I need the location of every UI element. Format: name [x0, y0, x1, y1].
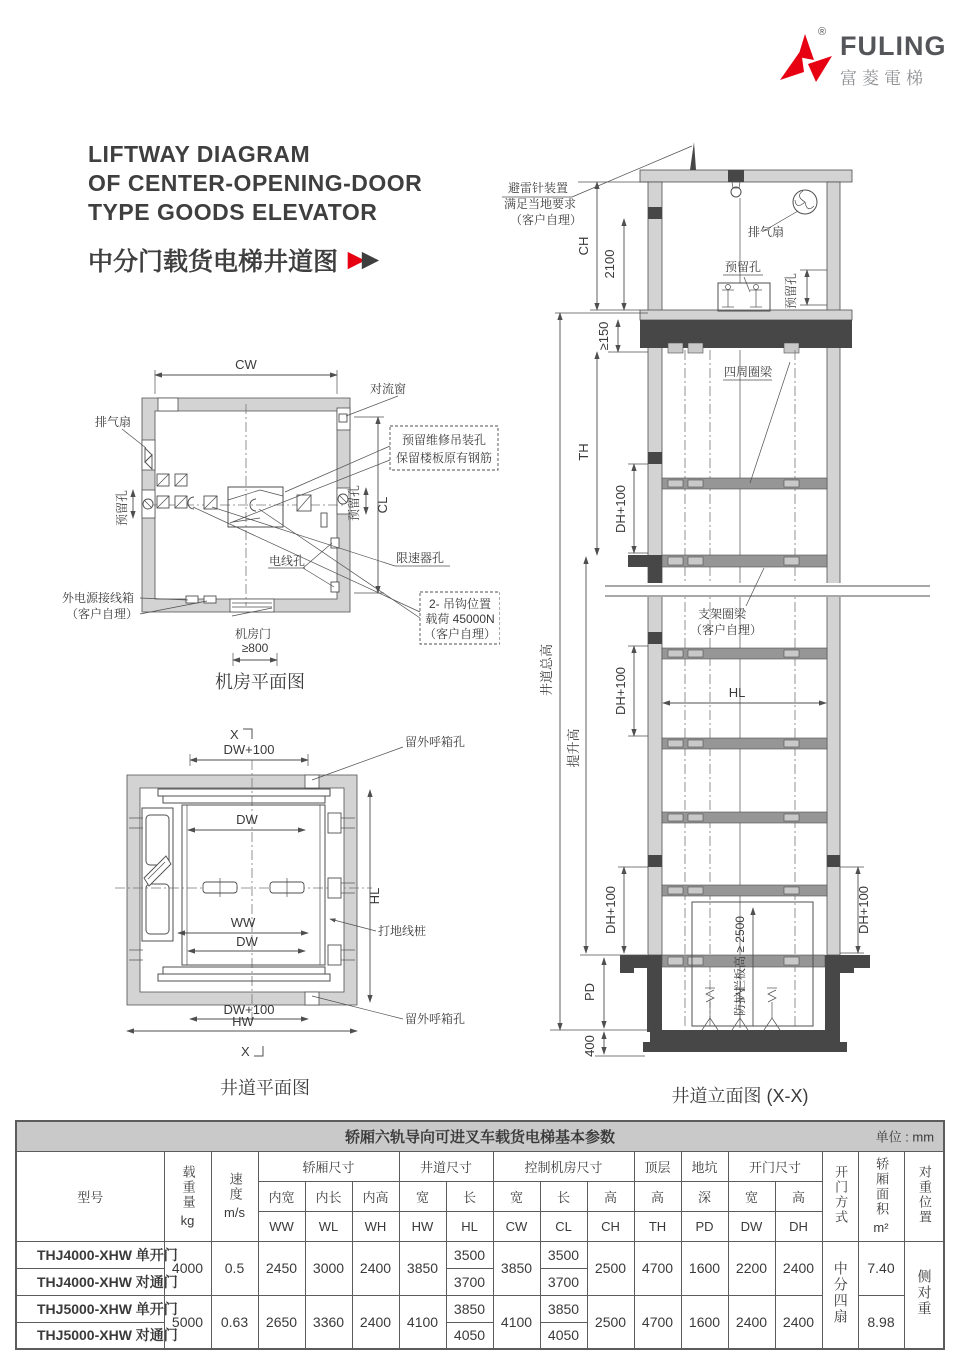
dim-dw-top-label: DW — [236, 812, 258, 827]
break-lines — [605, 583, 932, 597]
code-hl: HL — [446, 1211, 493, 1241]
travel-height-label: 提升高 — [566, 728, 581, 768]
brand-logo — [778, 26, 948, 96]
hook-note-line3: （客户自理） — [423, 627, 497, 641]
header-counterweight — [904, 1151, 944, 1241]
dim-dw100-top-label: DW+100 — [223, 742, 275, 757]
dim-dh2-label: DH+100 — [613, 666, 628, 716]
dim-dh3-label: DH+100 — [603, 885, 618, 935]
guard-height-label: 防护拦板高 ≥ 2500 — [733, 916, 747, 1016]
logo-text — [840, 33, 947, 89]
wh-cell: 2400 — [352, 1241, 399, 1295]
dim-th-label: TH — [576, 443, 591, 461]
cw-cell: 4100 — [493, 1295, 540, 1349]
cl-cell: 4050 — [540, 1322, 587, 1349]
header-area — [858, 1151, 904, 1241]
table-title-cell — [16, 1121, 944, 1151]
dh-cell: 2400 — [775, 1241, 822, 1295]
dim-dh4-label: DH+100 — [856, 885, 871, 935]
cl-cell: 3850 — [540, 1295, 587, 1322]
section-x-bottom: X — [241, 1044, 250, 1059]
elevation-leaders — [502, 197, 790, 606]
dim-dw100-bottom-label: DW+100 — [223, 1002, 275, 1017]
ch-cell: 2500 — [587, 1295, 634, 1349]
parameter-table-section — [15, 1120, 945, 1350]
header-group-machine-room: 控制机房尺寸 — [493, 1151, 634, 1181]
exhaust-fan-elev-label: 排气扇 — [748, 225, 785, 239]
governor-and-equipment-symbols — [157, 474, 339, 603]
area-cell: 8.98 — [858, 1295, 904, 1349]
hoist-note-line2: 保留楼板原有钢筋 — [395, 451, 493, 465]
ch-cell: 2500 — [587, 1241, 634, 1295]
liftway-plan-caption: 井道平面图 — [220, 1078, 310, 1098]
header-model: 型号 — [16, 1151, 164, 1241]
governor-hole-label-group — [395, 550, 450, 566]
dim-cw-label: CW — [235, 357, 257, 372]
parameter-table — [15, 1120, 945, 1350]
brand-name-cn: 富菱電梯 — [840, 69, 928, 88]
code-dh: DH — [775, 1211, 822, 1241]
wl-cell: 3360 — [305, 1295, 352, 1349]
dim-cl-label: CL — [375, 496, 390, 514]
call-box-hole-top-label: 留外呼箱孔 — [405, 735, 466, 749]
reserved-hole-dim-right — [800, 270, 827, 305]
header-shaft-length: 长 — [446, 1181, 493, 1211]
code-dw: DW — [728, 1211, 775, 1241]
code-ww: WW — [258, 1211, 305, 1241]
convection-window-label: 对流窗 — [370, 382, 407, 396]
liftway-plan-figure — [60, 718, 500, 1110]
area-cell: 7.40 — [858, 1241, 904, 1295]
hw-cell: 4100 — [399, 1295, 446, 1349]
code-cl: CL — [540, 1211, 587, 1241]
ww-cell: 2450 — [258, 1241, 305, 1295]
call-box-hole-bottom-label: 留外呼箱孔 — [405, 1012, 466, 1026]
machine-room-plan-caption: 机房平面图 — [215, 672, 305, 692]
hl-cell: 3850 — [446, 1295, 493, 1322]
cw-cell: 3850 — [493, 1241, 540, 1295]
dw-cell: 2200 — [728, 1241, 775, 1295]
header-speed — [211, 1151, 258, 1241]
exhaust-fan-label: 排气扇 — [95, 415, 132, 429]
hook-note-line2: 载荷 45000N — [425, 612, 495, 626]
title-arrows-icon: ▶▶ — [348, 248, 377, 272]
dw-cell: 2400 — [728, 1295, 775, 1349]
dim-400-label: 400 — [582, 1035, 597, 1057]
header-area-unit: m² — [873, 1220, 889, 1235]
model-cell: THJ4000-XHW 单开门 — [16, 1241, 164, 1268]
total-height-label: 井道总高 — [539, 643, 554, 697]
header-shaft-width: 宽 — [399, 1181, 446, 1211]
header-load-unit: kg — [180, 1212, 195, 1228]
fuling-mark-svg — [778, 30, 834, 92]
header-group-car: 轿厢尺寸 — [258, 1151, 399, 1181]
header-counterweight-text: 对重位置 — [916, 1164, 932, 1225]
dim-hw-label: HW — [232, 1014, 254, 1029]
support-beam-label-line1: 支架圈梁 — [698, 607, 747, 621]
cl-cell: 3500 — [540, 1241, 587, 1268]
header-door-height: 高 — [775, 1181, 822, 1211]
header-load — [164, 1151, 211, 1241]
cl-cell: 3700 — [540, 1268, 587, 1295]
hl-cell: 4050 — [446, 1322, 493, 1349]
dim-pd-label: PD — [582, 982, 597, 1002]
dh-cell: 2400 — [775, 1295, 822, 1349]
load-cell: 4000 — [164, 1241, 211, 1295]
header-area-cn: 轿厢面积 — [874, 1157, 890, 1217]
machine-room-plan-figure — [60, 350, 500, 710]
wire-hole-label: 电线孔 — [269, 554, 306, 568]
power-box-label-line2: （客户自理） — [66, 607, 139, 621]
dim-hl-label: HL — [367, 887, 382, 905]
ring-beam-label-group — [723, 364, 773, 380]
th-cell: 4700 — [634, 1295, 681, 1349]
load-cell: 5000 — [164, 1295, 211, 1349]
elevation-caption: 井道立面图 (X-X) — [671, 1086, 809, 1106]
wl-cell: 3000 — [305, 1241, 352, 1295]
header-group-top-floor: 顶层 — [634, 1151, 681, 1181]
wire-hole-label-group — [268, 553, 305, 568]
reserved-hole-side-label: 预留孔 — [784, 272, 798, 310]
reserved-hole-top-label: 预留孔 — [724, 260, 762, 274]
ground-stake-label: 打地线桩 — [378, 924, 427, 938]
ww-cell: 2650 — [258, 1295, 305, 1349]
dim-2100-label: 2100 — [602, 249, 617, 279]
hook-note — [420, 592, 500, 644]
liftway-elevation-figure — [500, 140, 960, 1115]
code-hw: HW — [399, 1211, 446, 1241]
hl-cell: 3500 — [446, 1241, 493, 1268]
hoist-hole-note — [390, 426, 498, 470]
lightning-rod-symbol — [572, 142, 696, 197]
header-load-cn: 载重量 — [180, 1164, 196, 1210]
pd-cell: 1600 — [681, 1295, 728, 1349]
page-title — [88, 140, 422, 278]
code-wl: WL — [305, 1211, 352, 1241]
header-group-shaft: 井道尺寸 — [399, 1151, 493, 1181]
section-x-top: X — [230, 727, 239, 742]
reserved-hole-left-label: 预留孔 — [115, 489, 129, 527]
header-inner-width: 内宽 — [258, 1181, 305, 1211]
hw-cell: 3850 — [399, 1241, 446, 1295]
header-speed-unit: m/s — [224, 1205, 245, 1220]
title-line-2: OF CENTER-OPENING-DOOR — [88, 170, 423, 197]
header-top-height: 高 — [634, 1181, 681, 1211]
speed-cell: 0.63 — [211, 1295, 258, 1349]
code-th: TH — [634, 1211, 681, 1241]
brand-name: FULING — [840, 31, 947, 61]
code-wh: WH — [352, 1211, 399, 1241]
lightning-label-line2: 满足当地要求 — [504, 197, 577, 211]
liftway-walls — [127, 775, 357, 1005]
header-door-type — [822, 1151, 858, 1241]
guide-shoe-symbols — [203, 878, 304, 897]
lightning-label-line3: （客户自理） — [510, 213, 583, 227]
counterweight-value: 侧对重 — [916, 1269, 933, 1318]
table-unit: 单位 : mm — [875, 1129, 935, 1145]
model-cell: THJ5000-XHW 单开门 — [16, 1295, 164, 1322]
hook-symbol — [728, 170, 744, 197]
wh-cell: 2400 — [352, 1295, 399, 1349]
lightning-label-line1: 避雷针装置 — [508, 181, 569, 195]
dim-dw-bottom-label: DW — [236, 934, 258, 949]
title-cn: 中分门载货电梯井道图 — [88, 247, 339, 276]
registered-trademark: ® — [818, 26, 827, 38]
governor-hole-label: 限速器孔 — [396, 551, 445, 565]
header-mr-height: 高 — [587, 1181, 634, 1211]
table-title: 轿厢六轨导向可进叉车载货电梯基本参数 — [345, 1128, 616, 1146]
code-cw: CW — [493, 1211, 540, 1241]
code-pd: PD — [681, 1211, 728, 1241]
dim-ch-label: CH — [576, 236, 591, 256]
door-type-cell — [822, 1241, 858, 1349]
counterweight-assembly — [142, 808, 173, 941]
fuling-pinwheel-icon — [778, 26, 834, 92]
dim-ww-label: WW — [230, 915, 256, 930]
th-cell: 4700 — [634, 1241, 681, 1295]
header-speed-cn: 速度 — [227, 1172, 243, 1202]
header-mr-width: 宽 — [493, 1181, 540, 1211]
door-type-value: 中分四扇 — [832, 1261, 849, 1326]
power-box-label-line1: 外电源接线箱 — [62, 591, 135, 605]
pd-cell: 1600 — [681, 1241, 728, 1295]
header-inner-height: 内高 — [352, 1181, 399, 1211]
code-ch: CH — [587, 1211, 634, 1241]
hl-cell: 3700 — [446, 1268, 493, 1295]
table-row — [16, 1241, 944, 1268]
ring-beam-label: 四周圈梁 — [724, 365, 773, 379]
door-label-line1: 机房门 — [234, 627, 272, 641]
header-door-type-text: 开门方式 — [833, 1164, 849, 1225]
model-cell: THJ4000-XHW 对通门 — [16, 1268, 164, 1295]
title-line-1: LIFTWAY DIAGRAM — [88, 141, 311, 167]
header-group-door: 开门尺寸 — [728, 1151, 822, 1181]
header-pit-depth: 深 — [681, 1181, 728, 1211]
title-line-3: TYPE GOODS ELEVATOR — [88, 199, 378, 226]
speed-cell: 0.5 — [211, 1241, 258, 1295]
dim-hl-elev-label: HL — [728, 685, 746, 700]
support-beam-label-line2: （客户自理） — [690, 623, 763, 637]
hook-note-line1: 2- 吊钩位置 — [428, 597, 492, 611]
dim-150-label: ≥150 — [596, 321, 611, 351]
model-cell: THJ5000-XHW 对通门 — [16, 1322, 164, 1349]
table-row — [16, 1295, 944, 1322]
reserved-hole-top-label-group — [723, 259, 763, 275]
header-mr-length: 长 — [540, 1181, 587, 1211]
door-label-line2: ≥800 — [241, 641, 269, 655]
reserved-hole-right-label: 预留孔 — [347, 484, 361, 522]
header-group-pit: 地坑 — [681, 1151, 728, 1181]
counterweight-cell — [904, 1241, 944, 1349]
machine-on-slab-symbol — [718, 277, 770, 311]
dim-dh1-label: DH+100 — [613, 484, 628, 534]
header-inner-length: 内长 — [305, 1181, 352, 1211]
header-door-width: 宽 — [728, 1181, 775, 1211]
hoist-note-line1: 预留维修吊装孔 — [401, 433, 487, 447]
